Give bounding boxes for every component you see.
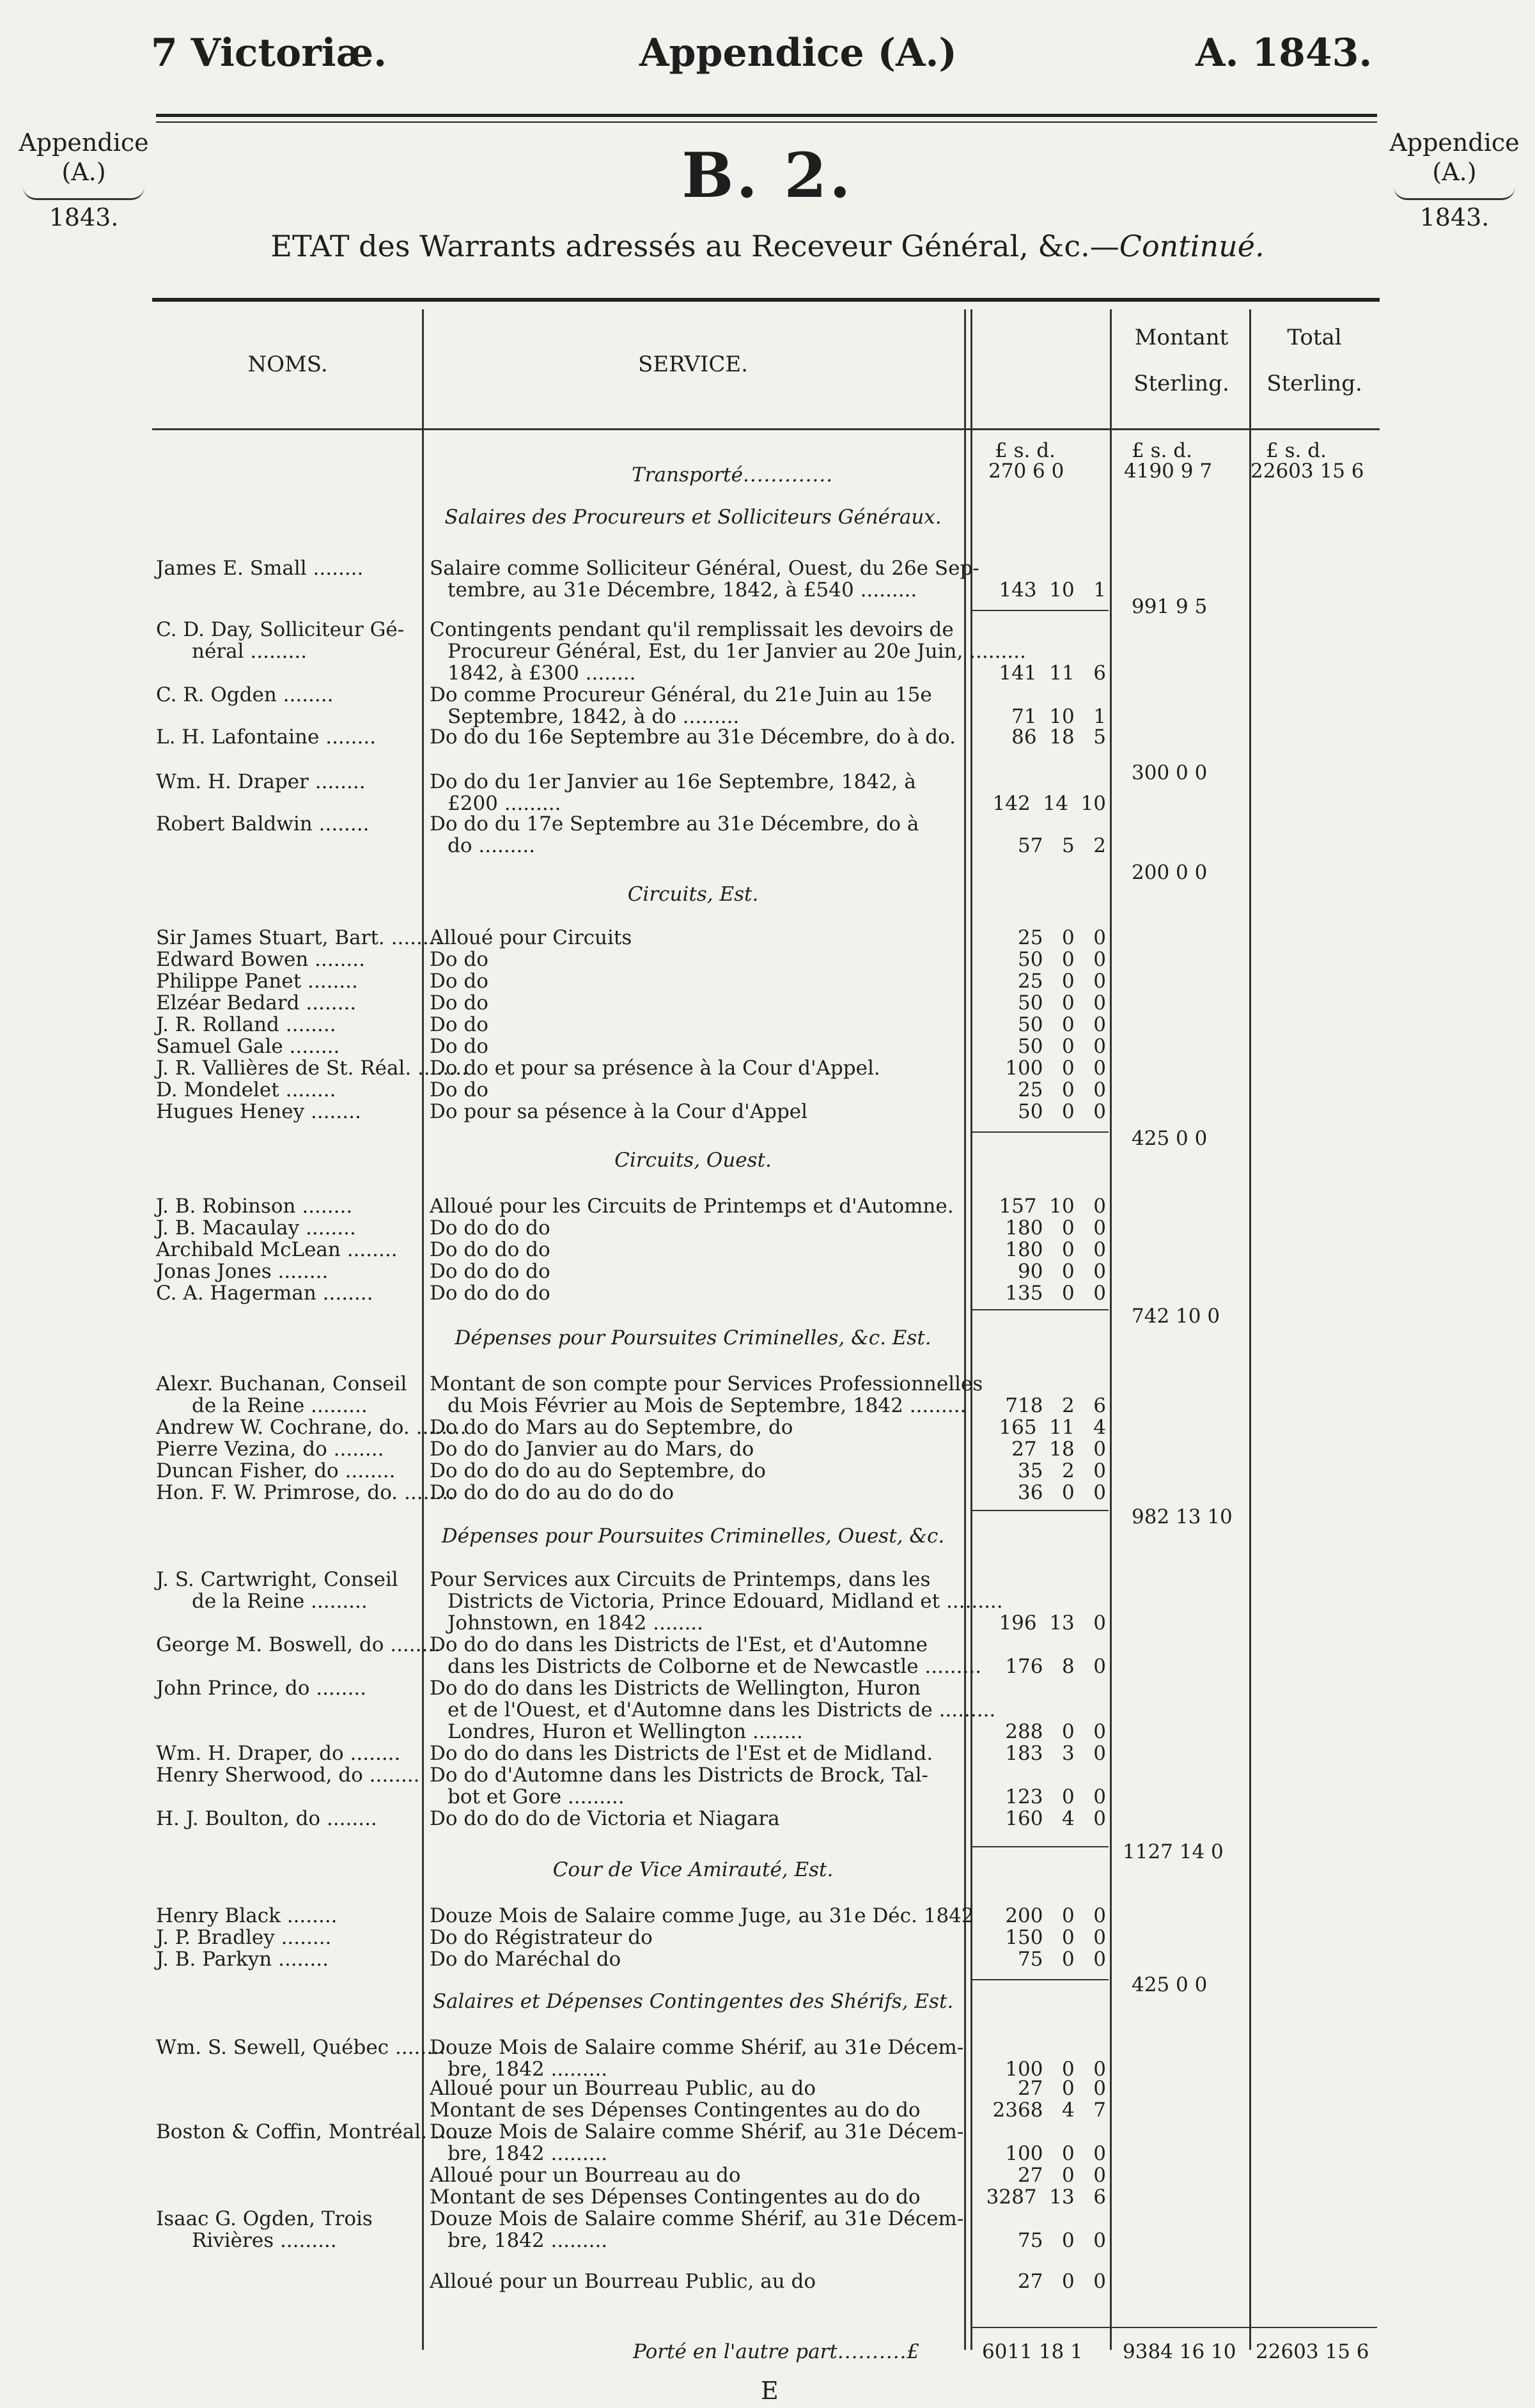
row-amount: 160 4 0 [1005, 1807, 1106, 1830]
section-heading: Dépenses pour Poursuites Criminelles, Ouest, &c. [441, 1525, 945, 1548]
row-amount: 123 0 0 [1005, 1785, 1106, 1808]
row-service: Do comme Procureur Général, du 21e Juin au 15e [430, 683, 932, 706]
header-rule [156, 114, 1377, 117]
section-heading: Circuits, Ouest. [614, 1149, 772, 1172]
row-name: Archibald McLean ........ [156, 1238, 398, 1261]
row-name: John Prince, do ........ [156, 1677, 367, 1700]
row-name-continued: de la Reine ......... [192, 1590, 368, 1613]
row-service: Do pour sa pésence à la Cour d'Appel [430, 1100, 808, 1123]
row-name: Alexr. Buchanan, Conseil [156, 1372, 407, 1395]
row-amount: 71 10 1 [1011, 705, 1106, 728]
row-name: Hugues Heney ........ [156, 1100, 361, 1123]
row-amount: 196 13 0 [999, 1612, 1106, 1635]
row-service-continued: Septembre, 1842, à do ......... [448, 705, 740, 728]
table-header-rule [152, 428, 1380, 430]
section-heading: Salaires des Procureurs et Solliciteurs Généraux. [444, 506, 942, 529]
column-divider [1110, 309, 1112, 2350]
row-amount: 27 0 0 [1017, 2077, 1106, 2100]
table-top-rule [152, 298, 1380, 302]
column-header-total-sterling: Sterling. [1266, 371, 1362, 396]
row-amount: 27 0 0 [1017, 2164, 1106, 2187]
column-header-montant: Montant [1134, 325, 1229, 350]
row-service: Do do do do [430, 1260, 550, 1283]
row-service-continued: £200 ......... [448, 792, 561, 815]
row-amount: 100 0 0 [1005, 2142, 1106, 2165]
row-name: C. A. Hagerman ........ [156, 1282, 373, 1305]
row-amount: 135 0 0 [1005, 1282, 1106, 1305]
row-name: Robert Baldwin ........ [156, 812, 370, 835]
row-amount: 25 0 0 [1017, 926, 1106, 949]
row-service: Douze Mois de Salaire comme Shérif, au 31e Décem- [430, 2036, 964, 2059]
row-amount: 2368 4 7 [992, 2099, 1106, 2122]
row-service-continued: tembre, au 31e Décembre, 1842, à £540 ......... [448, 579, 917, 602]
subtotal-rule [972, 610, 1109, 611]
row-service: Alloué pour un Bourreau au do [430, 2164, 741, 2187]
row-name: Elzéar Bedard ........ [156, 991, 357, 1014]
row-amount: 100 0 0 [1005, 1057, 1106, 1080]
row-service: Do do Maréchal do [430, 1948, 621, 1971]
column-header-service: SERVICE. [637, 352, 749, 377]
section-heading: Circuits, Est. [627, 883, 759, 906]
row-name: J. R. Rolland ........ [156, 1013, 336, 1036]
row-amount: 36 0 0 [1017, 1481, 1106, 1504]
row-amount: 50 0 0 [1017, 991, 1106, 1014]
row-service: Montant de ses Dépenses Contingentes au do do [430, 2186, 921, 2209]
row-name: J. P. Bradley ........ [156, 1926, 332, 1949]
row-service: Do do do do [430, 1216, 550, 1239]
header-session: 7 Victoriæ. [151, 31, 387, 75]
row-service: Do do do Janvier au do Mars, do [430, 1438, 754, 1461]
row-service: Pour Services aux Circuits de Printemps, dans les [430, 1568, 931, 1591]
row-name: Isaac G. Ogden, Trois [156, 2207, 373, 2230]
row-service: Contingents pendant qu'il remplissait les devoirs de [430, 618, 954, 641]
row-service: Do do et pour sa présence à la Cour d'Appel. [430, 1057, 880, 1080]
row-name: Edward Bowen ........ [156, 948, 365, 971]
row-service: Montant de son compte pour Services Professionnelles [430, 1372, 983, 1395]
row-service: Alloué pour un Bourreau Public, au do [430, 2270, 816, 2293]
row-service: Do do Régistrateur do [430, 1926, 653, 1949]
row-amount: 27 18 0 [1011, 1438, 1106, 1461]
row-amount: 50 0 0 [1017, 948, 1106, 971]
row-service: Do do do do [430, 1282, 550, 1305]
row-amount: 27 0 0 [1017, 2270, 1106, 2293]
row-amount: 288 0 0 [1005, 1720, 1106, 1743]
row-service: Do do [430, 1035, 488, 1058]
column-header-montant-sterling: Sterling. [1134, 371, 1229, 396]
subtotal-amount: 991 9 5 [1132, 595, 1208, 618]
header-year: A. 1843. [1196, 31, 1373, 75]
row-name: Hon. F. W. Primrose, do. ........ [156, 1481, 455, 1504]
row-service: Do do [430, 1013, 488, 1036]
row-service: Montant de ses Dépenses Contingentes au do do [430, 2099, 921, 2122]
column-header-total: Total [1287, 325, 1342, 350]
row-service-continued: Districts de Victoria, Prince Edouard, Midland et ......... [448, 1590, 1003, 1613]
row-service-continued: 1842, à £300 ........ [448, 662, 636, 685]
row-name: Wm. H. Draper ........ [156, 770, 366, 793]
row-service: Do do do do au do Septembre, do [430, 1459, 766, 1482]
row-amount: 718 2 6 [1005, 1394, 1106, 1417]
row-amount: 90 0 0 [1017, 1260, 1106, 1283]
document-title: B. 2. [682, 139, 853, 212]
row-service: Do do do dans les Districts de l'Est, et d'Automne [430, 1633, 928, 1656]
row-amount: 75 0 0 [1017, 1948, 1106, 1971]
row-amount: 57 5 2 [1017, 834, 1106, 857]
row-name: Boston & Coffin, Montréal. ........ [156, 2120, 484, 2143]
section-heading: Cour de Vice Amirauté, Est. [552, 1858, 834, 1881]
subtotal-amount: 742 10 0 [1132, 1305, 1220, 1328]
row-name: Sir James Stuart, Bart. ........ [156, 926, 442, 949]
row-name-continued: néral ......... [192, 640, 308, 663]
row-name: C. R. Ogden ........ [156, 683, 334, 706]
row-service: Salaire comme Solliciteur Général, Ouest, du 26e Sep- [430, 557, 979, 580]
row-amount: 25 0 0 [1017, 1078, 1106, 1101]
row-name: Andrew W. Cochrane, do. ........ [156, 1416, 467, 1439]
transport-amount: 270 6 0 [988, 460, 1064, 483]
section-heading: Salaires et Dépenses Contingentes des Shérifs, Est. [432, 1990, 954, 2013]
subtotal-amount: 425 0 0 [1132, 1973, 1208, 1996]
porte-label: Porté en l'autre part..........£ [633, 2340, 920, 2363]
row-amount: 142 14 10 [992, 792, 1106, 815]
row-amount: 50 0 0 [1017, 1100, 1106, 1123]
porte-amount: 6011 18 1 [982, 2340, 1083, 2363]
row-name: James E. Small ........ [156, 557, 364, 580]
column-divider [970, 309, 972, 2350]
row-name: J. B. Parkyn ........ [156, 1948, 329, 1971]
porte-rule [972, 2327, 1377, 2328]
row-name: Jonas Jones ........ [156, 1260, 329, 1283]
subtotal-amount: 300 0 0 [1132, 761, 1208, 784]
row-service: Do do do dans les Districts de l'Est et de Midland. [430, 1742, 933, 1765]
row-amount: 200 0 0 [1005, 1904, 1106, 1927]
row-service: Alloué pour Circuits [430, 926, 632, 949]
transport-label: Transporté............. [632, 463, 834, 486]
side-label-left: Appendice (A.) 1843. [19, 128, 149, 231]
row-service: Do do d'Automne dans les Districts de Brock, Tal- [430, 1764, 928, 1787]
row-service-continued: Londres, Huron et Wellington ........ [448, 1720, 803, 1743]
row-service-continued: bre, 1842 ......... [448, 2142, 608, 2165]
subtotal-amount: 200 0 0 [1132, 861, 1208, 884]
row-service: Do do du 17e Septembre au 31e Décembre, do à [430, 812, 919, 835]
row-amount: 180 0 0 [1005, 1216, 1106, 1239]
row-amount: 150 0 0 [1005, 1926, 1106, 1949]
row-name-continued: Rivières ......... [192, 2229, 337, 2252]
side-label-right: Appendice (A.) 1843. [1389, 128, 1520, 231]
row-amount: 180 0 0 [1005, 1238, 1106, 1261]
row-service: Do do du 1er Janvier au 16e Septembre, 1842, à [430, 770, 916, 793]
header-appendix: Appendice (A.) [639, 31, 957, 75]
row-name: Wm. S. Sewell, Québec ........ [156, 2036, 446, 2059]
row-amount: 3287 13 6 [986, 2186, 1106, 2209]
row-service: Douze Mois de Salaire comme Shérif, au 31e Décem- [430, 2207, 964, 2230]
porte-total: 22603 15 6 [1256, 2340, 1369, 2363]
row-amount: 141 11 6 [999, 662, 1106, 685]
subtotal-rule [972, 1131, 1109, 1133]
row-amount: 86 18 5 [1011, 726, 1106, 749]
row-name: Henry Sherwood, do ........ [156, 1764, 420, 1787]
row-service: Do do [430, 1078, 488, 1101]
row-name: Philippe Panet ........ [156, 970, 358, 993]
row-service-continued: Procureur Général, Est, du 1er Janvier au 20e Juin, ......... [448, 640, 1026, 663]
row-service-continued: Johnstown, en 1842 ........ [448, 1612, 704, 1635]
row-name: Henry Black ........ [156, 1904, 338, 1927]
row-service: Alloué pour un Bourreau Public, au do [430, 2077, 816, 2100]
subtotal-amount: 982 13 10 [1132, 1505, 1233, 1528]
lsd-header: £ s. d. [995, 439, 1056, 462]
row-service: Douze Mois de Salaire comme Juge, au 31e Déc. 1842 [430, 1904, 974, 1927]
row-name: Pierre Vezina, do ........ [156, 1438, 384, 1461]
column-divider [1249, 309, 1251, 2350]
row-amount: 176 8 0 [1005, 1655, 1106, 1678]
row-service: Do do do dans les Districts de Wellington, Huron [430, 1677, 921, 1700]
lsd-header: £ s. d. [1266, 439, 1327, 462]
row-service-continued: bot et Gore ......... [448, 1785, 625, 1808]
row-name: H. J. Boulton, do ........ [156, 1807, 377, 1830]
row-name: J. B. Macaulay ........ [156, 1216, 356, 1239]
row-amount: 157 10 0 [999, 1195, 1106, 1218]
section-heading: Dépenses pour Poursuites Criminelles, &c. Est. [455, 1326, 931, 1349]
row-service: Alloué pour les Circuits de Printemps et d'Automne. [430, 1195, 954, 1218]
subtotal-amount: 1127 14 0 [1123, 1840, 1224, 1863]
row-service: Do do do Mars au do Septembre, do [430, 1416, 793, 1439]
row-service-continued: bre, 1842 ......... [448, 2058, 608, 2081]
subtotal-rule [972, 1309, 1109, 1310]
transport-montant: 4190 9 7 [1124, 460, 1213, 483]
row-service-continued: dans les Districts de Colborne et de Newcastle ......... [448, 1655, 982, 1678]
document-subtitle: ETAT des Warrants adressés au Receveur Général, &c.—Continué. [270, 229, 1265, 263]
row-amount: 50 0 0 [1017, 1035, 1106, 1058]
row-name: Duncan Fisher, do ........ [156, 1459, 396, 1482]
lsd-header: £ s. d. [1132, 439, 1192, 462]
row-name-continued: de la Reine ......... [192, 1394, 368, 1417]
row-service-continued: do ......... [448, 834, 536, 857]
row-amount: 25 0 0 [1017, 970, 1106, 993]
subtotal-rule [972, 1979, 1109, 1980]
row-service: Do do du 16e Septembre au 31e Décembre, do à do. [430, 726, 956, 749]
row-service: Douze Mois de Salaire comme Shérif, au 31e Décem- [430, 2120, 964, 2143]
row-name: C. D. Day, Solliciteur Gé- [156, 618, 405, 641]
row-service: Do do do do au do do do [430, 1481, 674, 1504]
row-service: Do do [430, 948, 488, 971]
row-name: George M. Boswell, do ........ [156, 1633, 441, 1656]
row-service-continued: bre, 1842 ......... [448, 2229, 608, 2252]
row-name: Wm. H. Draper, do ........ [156, 1742, 401, 1765]
row-service-continued: et de l'Ouest, et d'Automne dans les Districts de ......... [448, 1698, 996, 1721]
row-service: Do do [430, 970, 488, 993]
row-amount: 75 0 0 [1017, 2229, 1106, 2252]
row-service: Do do do do [430, 1238, 550, 1261]
row-name: J. B. Robinson ........ [156, 1195, 353, 1218]
row-amount: 35 2 0 [1017, 1459, 1106, 1482]
row-service: Do do do do de Victoria et Niagara [430, 1807, 780, 1830]
row-service-continued: du Mois Février au Mois de Septembre, 1842 ......... [448, 1394, 967, 1417]
row-amount: 165 11 4 [999, 1416, 1106, 1439]
row-amount: 100 0 0 [1005, 2058, 1106, 2081]
row-amount: 50 0 0 [1017, 1013, 1106, 1036]
column-divider [964, 309, 966, 2350]
row-name: L. H. Lafontaine ........ [156, 726, 377, 749]
row-amount: 183 3 0 [1005, 1742, 1106, 1765]
row-service: Do do [430, 991, 488, 1014]
column-header-noms: NOMS. [247, 352, 328, 377]
porte-montant: 9384 16 10 [1123, 2340, 1236, 2363]
page-signature: E [761, 2377, 779, 2405]
transport-total: 22603 15 6 [1251, 460, 1364, 483]
subtotal-rule [972, 1846, 1109, 1847]
subtotal-amount: 425 0 0 [1132, 1127, 1208, 1150]
header-rule-thin [156, 121, 1377, 123]
subtotal-rule [972, 1510, 1109, 1511]
row-name: J. R. Vallières de St. Réal. ........ [156, 1057, 468, 1080]
row-name: Samuel Gale ........ [156, 1035, 340, 1058]
row-name: D. Mondelet ........ [156, 1078, 336, 1101]
row-name: J. S. Cartwright, Conseil [156, 1568, 398, 1591]
row-amount: 143 10 1 [999, 579, 1106, 602]
